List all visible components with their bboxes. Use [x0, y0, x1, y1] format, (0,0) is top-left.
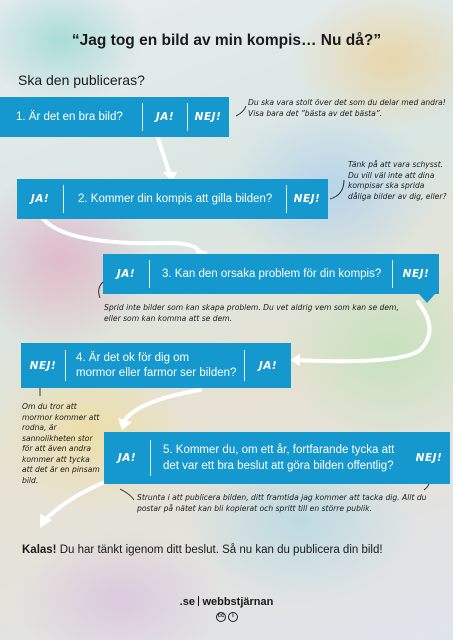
step-1-yes[interactable]: JA!	[155, 111, 175, 123]
step-4-box	[21, 343, 291, 388]
step-4-no[interactable]: NEJ!	[29, 359, 57, 372]
step-3-yes-note: Sprid inte bilder som kan skapa problem. Du vet aldrig vem som kan se dem, eller som kan komma att se dem.	[104, 303, 399, 323]
step-4-no-note: Om du tror att mormor kommer att rodna, är sannolikheten stor för att även andra kommer att tycka att det är en pinsam bild.	[22, 402, 100, 485]
step-3-box	[103, 254, 439, 294]
step-2-question: 2. Kommer din kompis att gilla bilden?	[78, 193, 273, 205]
flow-arrow-4-5	[125, 390, 200, 420]
step-5-question	[151, 432, 409, 484]
creative-commons-icon	[216, 612, 238, 622]
step-5-no[interactable]: NEJ!	[415, 452, 443, 464]
step-2-box	[17, 179, 328, 219]
step-4-yes[interactable]: JA!	[258, 359, 278, 372]
step-4-question-line-1: 4. Är det ok för dig om	[76, 351, 190, 364]
step-1-no[interactable]: NEJ!	[194, 111, 222, 123]
flow-arrow-1-2	[158, 138, 170, 175]
logo-name: webbstjärnan	[202, 596, 274, 608]
webbstjarnan-logo	[0, 596, 453, 608]
step-5-box	[104, 432, 450, 484]
logo-divider	[198, 596, 200, 606]
step-5-yes[interactable]: JA!	[117, 452, 137, 464]
conclusion-bold: Kalas!	[22, 544, 57, 556]
attribution-icon: i	[228, 612, 238, 622]
page-title: “Jag tog en bild av min kompis… Nu då?”	[71, 32, 382, 49]
step-3-question: 3. Kan den orsaka problem för din kompis?	[162, 268, 382, 280]
step-3-no-pointer	[419, 294, 435, 303]
note-pointer-2	[330, 180, 344, 199]
step-2-yes[interactable]: JA!	[30, 193, 50, 205]
step-2-no[interactable]: NEJ!	[293, 193, 321, 205]
step-1-question: 1. Är det en bra bild?	[16, 111, 123, 123]
step-5-question-line-2: det var ett bra beslut att göra bilden offentlig?	[163, 460, 394, 472]
arrowhead-3	[290, 354, 300, 366]
logo-se: .se	[179, 596, 195, 608]
question-heading: Ska den publiceras?	[18, 72, 145, 88]
conclusion-text: Du har tänkt igenom ditt beslut. Så nu kan du publicera din bild!	[56, 544, 383, 556]
step-5-no-note: Strunta i att publicera bilden, ditt framtida jag kommer att tacka dig. Allt du postar på nätet kan bli kopierat och spritt till en större publik.	[137, 493, 427, 513]
step-4-question	[66, 343, 244, 388]
step-3-no[interactable]: NEJ!	[402, 268, 430, 280]
note-pointer-6	[120, 489, 134, 500]
step-2-no-note: Tänk på att vara schysst. Du vill väl inte att dina kompisar ska sprida dåliga bilder av dig, eller?	[348, 160, 447, 201]
note-pointer-1	[236, 106, 246, 116]
conclusion	[22, 544, 442, 556]
cc-icon: cc	[216, 612, 226, 622]
step-1-no-note: Du ska vara stolt över det som du delar med andra! Visa bara det ”bästa av det bästa”.	[248, 98, 446, 118]
step-5-question-line-1: 5. Kommer du, om ett år, fortfarande tycka att	[163, 444, 395, 456]
step-1-box	[0, 97, 229, 137]
step-3-yes[interactable]: JA!	[116, 268, 136, 280]
flow-arrow-2-3	[40, 215, 200, 252]
step-4-question-line-2: mormor eller farmor ser bilden?	[76, 366, 237, 379]
